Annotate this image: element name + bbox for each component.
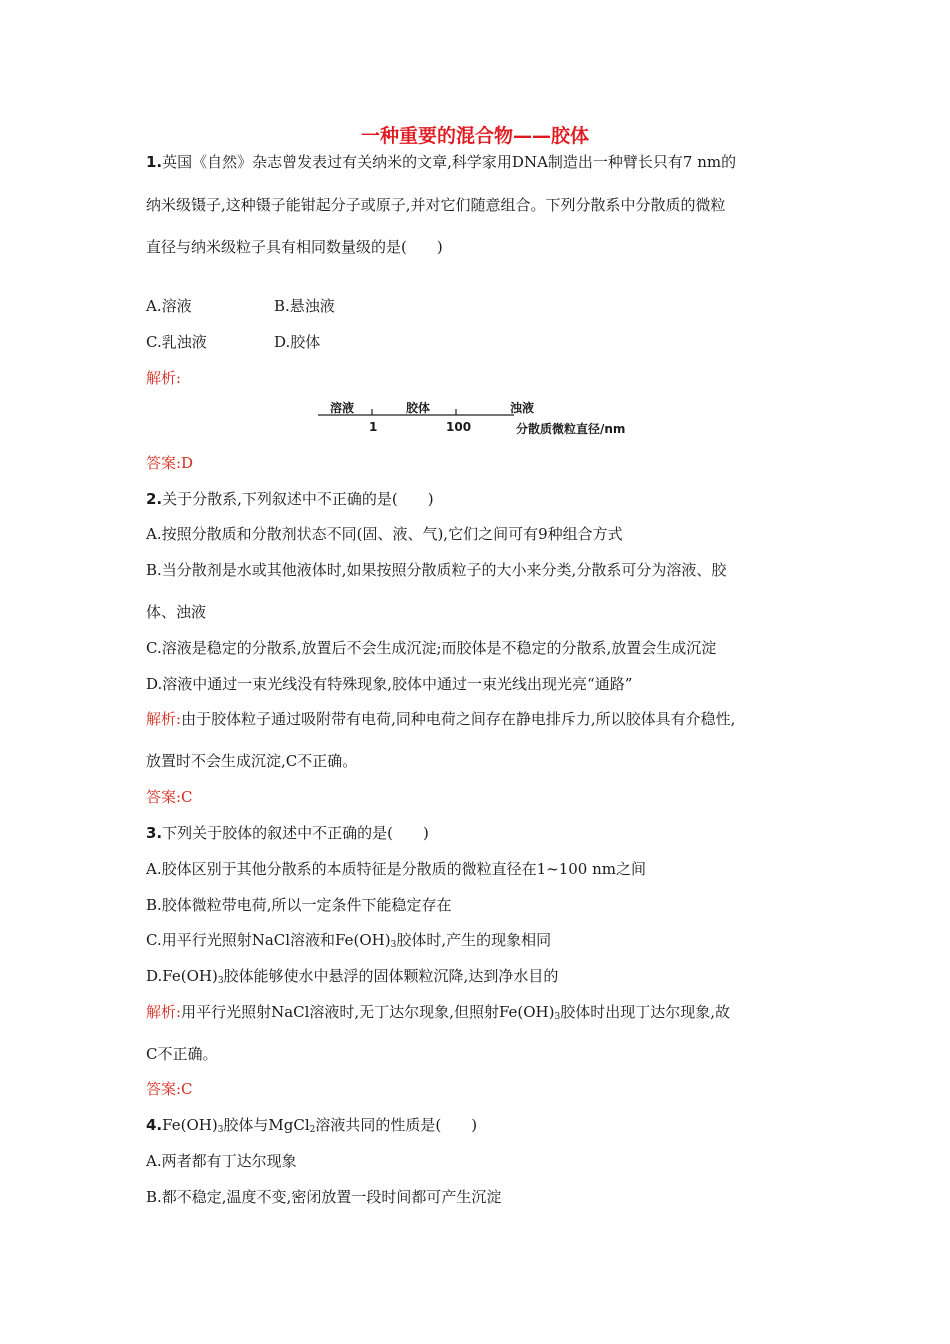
q2-option-b-1: B.当分散剂是水或其他液体时,如果按照分散质粒子的大小来分类,分散系可分为溶液、胶	[146, 561, 727, 579]
q3-analysis-text-1: 用平行光照射NaCl溶液时,无丁达尔现象,但照射Fe(OH)	[181, 1003, 555, 1021]
q4-stem-subscript-1: 3	[217, 1125, 224, 1135]
q4-number: 4.	[146, 1116, 163, 1134]
q2-stem	[146, 489, 434, 509]
q2-analysis-1	[146, 709, 735, 729]
q4-option-a: A.两者都有丁达尔现象	[146, 1152, 297, 1170]
diagram-label-colloid: 胶体	[406, 401, 431, 415]
q3-option-a: A.胶体区别于其他分散系的本质特征是分散质的微粒直径在1~100 nm之间	[146, 860, 646, 878]
q1-answer: 答案:D	[146, 454, 194, 472]
q4-stem-text-2: 胶体与MgCl	[223, 1116, 310, 1134]
q1-option-d: D.胶体	[274, 333, 321, 351]
q1-line-1	[146, 152, 736, 172]
q3-answer: 答案:C	[146, 1080, 193, 1098]
diagram-label-solution: 溶液	[330, 401, 355, 415]
q3-option-d-subscript: 3	[217, 976, 224, 986]
q3-analysis-label: 解析:	[146, 1003, 182, 1021]
q2-option-a: A.按照分散质和分散剂状态不同(固、液、气),它们之间可有9种组合方式	[146, 525, 623, 543]
q2-analysis-label: 解析:	[146, 710, 182, 728]
q1-option-a: A.溶液	[146, 297, 192, 315]
diagram-tick-1: 1	[369, 420, 378, 434]
q2-analysis-text-1: 由于胶体粒子通过吸附带有电荷,同种电荷之间存在静电排斥力,所以胶体具有介稳性,	[181, 710, 736, 728]
q4-stem-text-1: Fe(OH)	[162, 1116, 218, 1134]
q3-analysis-1	[146, 1002, 730, 1027]
q3-option-d-text-1: D.Fe(OH)	[146, 967, 218, 985]
q1-option-c: C.乳浊液	[146, 333, 207, 351]
q3-option-c-subscript: 3	[390, 940, 397, 950]
q4-stem-subscript-2: 2	[309, 1125, 316, 1135]
q4-stem	[146, 1115, 477, 1140]
q3-option-c-text-1: C.用平行光照射NaCl溶液和Fe(OH)	[146, 931, 391, 949]
particle-size-diagram	[314, 396, 644, 438]
q2-number: 2.	[146, 490, 163, 508]
q2-option-c: C.溶液是稳定的分散系,放置后不会生成沉淀;而胶体是不稳定的分散系,放置会生成沉淀	[146, 639, 717, 657]
q1-analysis-label: 解析:	[146, 369, 182, 387]
q2-stem-text: 关于分散系,下列叙述中不正确的是( )	[162, 490, 434, 508]
q2-option-d: D.溶液中通过一束光线没有特殊现象,胶体中通过一束光线出现光亮“通路”	[146, 675, 633, 693]
q3-option-c	[146, 930, 551, 955]
q3-option-d	[146, 966, 558, 991]
q3-analysis-text-2: 胶体时出现丁达尔现象,故	[560, 1003, 731, 1021]
q3-analysis-subscript: 3	[554, 1012, 561, 1022]
q2-option-b-2: 体、浊液	[146, 603, 207, 621]
q3-number: 3.	[146, 824, 163, 842]
q2-answer: 答案:C	[146, 788, 193, 806]
q3-option-d-text-2: 胶体能够使水中悬浮的固体颗粒沉降,达到净水目的	[223, 967, 559, 985]
q3-stem-text: 下列关于胶体的叙述中不正确的是( )	[162, 824, 429, 842]
q3-option-c-text-2: 胶体时,产生的现象相同	[396, 931, 552, 949]
q3-stem	[146, 823, 429, 843]
diagram-tick-100: 100	[446, 420, 472, 434]
diagram-label-suspension: 浊液	[510, 401, 535, 415]
q1-text-1: 英国《自然》杂志曾发表过有关纳米的文章,科学家用DNA制造出一种臂长只有7 nm的	[162, 153, 737, 171]
page-title: 一种重要的混合物——胶体	[360, 125, 589, 147]
q4-option-b: B.都不稳定,温度不变,密闭放置一段时间都可产生沉淀	[146, 1188, 502, 1206]
diagram-axis-label: 分散质微粒直径/nm	[516, 422, 626, 436]
q1-number: 1.	[146, 153, 163, 171]
q3-option-b: B.胶体微粒带电荷,所以一定条件下能稳定存在	[146, 896, 452, 914]
q1-line-3: 直径与纳米级粒子具有相同数量级的是( )	[146, 238, 443, 256]
q3-analysis-2: C不正确。	[146, 1045, 218, 1063]
q4-stem-text-3: 溶液共同的性质是( )	[315, 1116, 478, 1134]
q1-option-b: B.悬浊液	[274, 297, 335, 315]
q1-line-2: 纳米级镊子,这种镊子能钳起分子或原子,并对它们随意组合。下列分散系中分散质的微粒	[146, 196, 726, 214]
q2-analysis-2: 放置时不会生成沉淀,C不正确。	[146, 752, 358, 770]
